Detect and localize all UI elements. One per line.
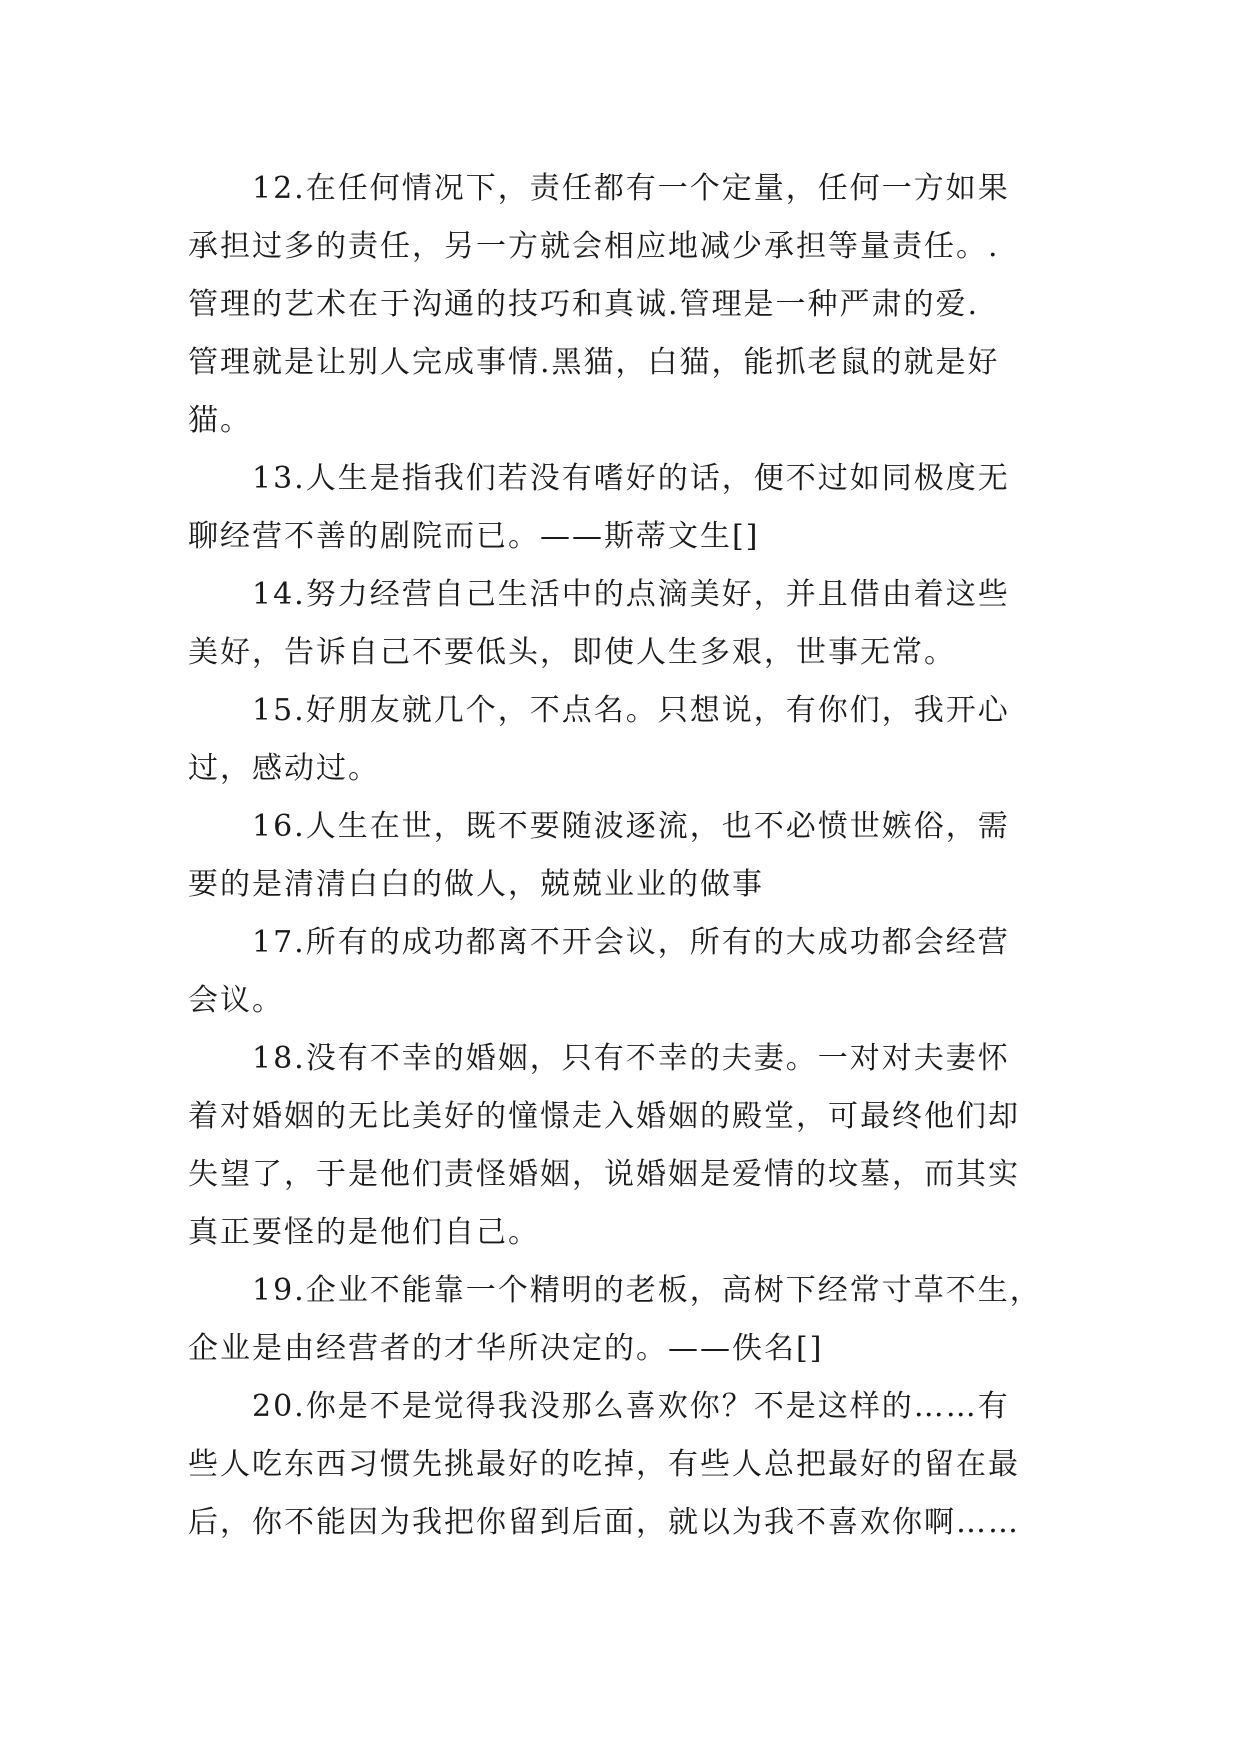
- paragraph-line: 着对婚姻的无比美好的憧憬走入婚姻的殿堂，可最终他们却: [188, 1099, 1020, 1134]
- paragraph-line: 过，感动过。: [188, 751, 380, 786]
- paragraph-line: 管理就是让别人完成事情.黑猫，白猫，能抓老鼠的就是好: [188, 345, 1000, 380]
- paragraph-line: 管理的艺术在于沟通的技巧和真诚.管理是一种严肃的爱.: [188, 287, 980, 322]
- paragraph-line: 20.你是不是觉得我没那么喜欢你？不是这样的……有: [252, 1389, 1010, 1424]
- paragraph-12: [188, 160, 1048, 450]
- paragraph-line: 真正要怪的是他们自己。: [188, 1215, 540, 1250]
- paragraph-line: 聊经营不善的剧院而已。——斯蒂文生[]: [188, 519, 760, 554]
- paragraph-18: [188, 1030, 1048, 1262]
- paragraph-line: 16.人生在世，既不要随波逐流，也不必愤世嫉俗，需: [252, 809, 1010, 844]
- paragraph-line: 失望了，于是他们责怪婚姻，说婚姻是爱情的坟墓，而其实: [188, 1157, 1020, 1192]
- paragraph-line: 15.好朋友就几个，不点名。只想说，有你们，我开心: [252, 693, 1010, 728]
- paragraph-line: 些人吃东西习惯先挑最好的吃掉，有些人总把最好的留在最: [188, 1447, 1020, 1482]
- paragraph-line: 承担过多的责任，另一方就会相应地减少承担等量责任。.: [188, 229, 1000, 264]
- paragraph-14: [188, 566, 1048, 682]
- paragraph-line: 18.没有不幸的婚姻，只有不幸的夫妻。一对对夫妻怀: [252, 1041, 1010, 1076]
- paragraph-line: 企业是由经营者的才华所决定的。——佚名[]: [188, 1331, 824, 1366]
- paragraph-line: 14.努力经营自己生活中的点滴美好，并且借由着这些: [252, 577, 1010, 612]
- paragraph-line: 猫。: [188, 403, 252, 438]
- paragraph-19: [188, 1262, 1048, 1378]
- paragraph-line: 要的是清清白白的做人，兢兢业业的做事: [188, 867, 764, 902]
- paragraph-line: 后，你不能因为我把你留到后面，就以为我不喜欢你啊……: [188, 1505, 1020, 1540]
- paragraph-line: 12.在任何情况下，责任都有一个定量，任何一方如果: [252, 171, 1010, 206]
- paragraph-line: 美好，告诉自己不要低头，即使人生多艰，世事无常。: [188, 635, 956, 670]
- paragraph-16: [188, 798, 1048, 914]
- document-body: [188, 160, 1048, 1552]
- paragraph-line: 13.人生是指我们若没有嗜好的话，便不过如同极度无: [252, 461, 1010, 496]
- paragraph-20: [188, 1378, 1048, 1552]
- paragraph-15: [188, 682, 1048, 798]
- paragraph-13: [188, 450, 1048, 566]
- paragraph-17: [188, 914, 1048, 1030]
- paragraph-line: 17.所有的成功都离不开会议，所有的大成功都会经营: [252, 925, 1010, 960]
- paragraph-line: 会议。: [188, 983, 284, 1018]
- paragraph-line: 19.企业不能靠一个精明的老板，高树下经常寸草不生，: [252, 1273, 1042, 1308]
